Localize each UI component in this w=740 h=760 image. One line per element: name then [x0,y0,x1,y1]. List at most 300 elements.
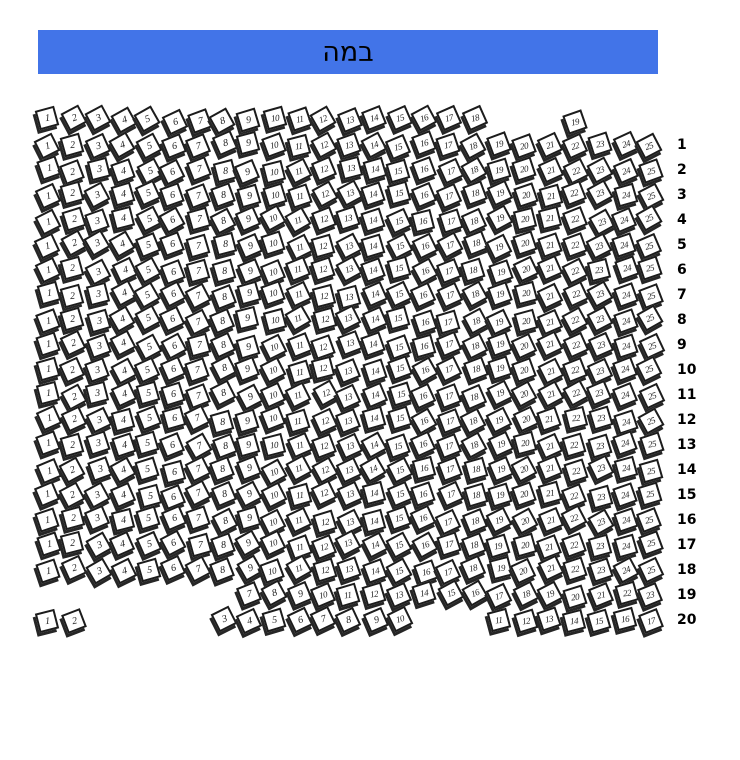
seat[interactable] [359,455,386,482]
seat[interactable] [612,158,638,184]
seat[interactable] [612,356,638,382]
seat[interactable] [260,530,287,557]
seat[interactable] [512,406,539,433]
seat[interactable] [110,357,137,384]
seat[interactable] [614,282,640,308]
seat[interactable] [287,183,312,208]
seat[interactable] [386,334,412,360]
seat[interactable] [486,233,513,260]
seat[interactable] [485,507,512,534]
seat[interactable] [387,356,413,382]
seat[interactable] [311,156,337,182]
seat[interactable] [362,382,388,408]
seat[interactable] [436,105,462,131]
seat[interactable] [260,580,287,607]
seat[interactable] [284,207,311,234]
seat[interactable] [487,379,514,406]
seat[interactable] [436,231,463,258]
seat[interactable] [336,132,362,158]
seat[interactable] [335,305,362,332]
seat[interactable] [486,131,512,157]
seat[interactable] [34,508,59,533]
seat[interactable] [587,455,614,482]
seat[interactable] [361,481,385,505]
seat[interactable] [311,180,338,207]
seat[interactable] [613,308,639,334]
seat[interactable] [84,357,110,383]
seat[interactable] [413,559,439,585]
seat[interactable] [285,304,312,331]
seat[interactable] [435,558,462,585]
seat[interactable] [385,281,412,308]
seat[interactable] [287,483,312,508]
seat[interactable] [635,204,662,231]
seat[interactable] [310,132,337,159]
seat[interactable] [412,456,437,481]
seat[interactable] [260,357,287,384]
seat[interactable] [612,557,639,584]
seat[interactable] [488,431,514,457]
seat[interactable] [561,258,588,285]
seat[interactable] [587,608,612,633]
seat[interactable] [37,531,62,556]
seat[interactable] [461,333,488,360]
seat[interactable] [59,159,85,185]
seat[interactable] [185,383,211,409]
seat[interactable] [386,606,413,633]
seat[interactable] [362,358,387,383]
seat[interactable] [336,179,363,206]
seat[interactable] [514,309,539,334]
seat[interactable] [311,533,337,559]
seat[interactable] [287,332,313,358]
seat[interactable] [335,205,360,230]
seat[interactable] [537,331,564,358]
seat[interactable] [61,506,86,531]
seat[interactable] [311,206,337,232]
seat[interactable] [110,482,136,508]
seat[interactable] [111,407,136,432]
seat[interactable] [236,608,263,635]
seat[interactable] [460,407,487,434]
seat[interactable] [362,582,387,607]
seat[interactable] [111,381,138,408]
seat[interactable] [161,109,188,136]
seat[interactable] [186,432,213,459]
seat[interactable] [34,480,60,506]
seat[interactable] [485,406,512,433]
seat[interactable] [561,532,587,558]
seat[interactable] [613,430,639,456]
seat[interactable] [437,457,463,483]
seat[interactable] [213,232,237,256]
seat[interactable] [614,183,639,208]
seat[interactable] [137,558,162,583]
seat[interactable] [61,608,87,634]
seat[interactable] [236,455,262,481]
seat[interactable] [108,305,135,332]
seat[interactable] [638,530,664,556]
seat[interactable] [385,433,411,459]
seat[interactable] [486,308,513,335]
seat[interactable] [159,182,184,207]
seat[interactable] [537,309,563,335]
seat[interactable] [387,406,412,431]
seat[interactable] [461,258,486,283]
seat[interactable] [159,280,186,307]
seat[interactable] [412,356,439,383]
seat[interactable] [511,333,538,360]
seat[interactable] [186,156,212,182]
seat[interactable] [514,281,538,305]
seat[interactable] [411,156,437,182]
seat[interactable] [338,156,362,180]
seat[interactable] [436,309,461,334]
seat[interactable] [287,581,313,607]
seat[interactable] [639,432,664,457]
seat[interactable] [638,557,665,584]
seat[interactable] [87,456,113,482]
seat[interactable] [36,381,60,405]
seat[interactable] [563,281,590,308]
seat[interactable] [561,483,587,509]
seat[interactable] [187,108,213,134]
seat[interactable] [161,133,187,159]
seat[interactable] [537,232,563,258]
seat[interactable] [134,305,161,332]
seat[interactable] [386,506,412,532]
seat[interactable] [135,333,162,360]
seat[interactable] [437,282,463,308]
seat[interactable] [461,533,487,559]
seat[interactable] [586,380,612,406]
seat[interactable] [84,481,111,508]
seat[interactable] [536,406,562,432]
seat[interactable] [411,104,438,131]
seat[interactable] [588,534,613,559]
seat[interactable] [335,408,361,434]
seat[interactable] [588,405,613,430]
seat[interactable] [159,306,186,333]
seat[interactable] [438,481,464,507]
seat[interactable] [161,505,187,531]
seat[interactable] [486,582,513,609]
seat[interactable] [412,232,439,259]
seat[interactable] [135,531,161,557]
seat[interactable] [35,257,62,284]
seat[interactable] [263,106,288,131]
seat[interactable] [236,233,262,259]
seat[interactable] [436,132,461,157]
seat[interactable] [637,581,663,607]
seat[interactable] [111,256,138,283]
seat[interactable] [613,607,638,632]
seat[interactable] [83,182,110,209]
seat[interactable] [638,383,665,410]
seat[interactable] [211,284,237,310]
seat[interactable] [338,330,364,356]
seat[interactable] [260,382,286,408]
seat[interactable] [211,481,237,507]
seat[interactable] [512,255,539,282]
seat[interactable] [436,258,462,284]
seat[interactable] [510,455,537,482]
seat[interactable] [537,555,564,582]
seat[interactable] [35,609,59,633]
seat[interactable] [35,331,60,356]
seat[interactable] [361,532,388,559]
seat[interactable] [513,431,538,456]
seat[interactable] [237,281,262,306]
seat[interactable] [60,132,85,157]
seat[interactable] [111,158,137,184]
seat[interactable] [436,531,461,556]
seat[interactable] [335,607,362,634]
seat[interactable] [285,555,312,582]
seat[interactable] [136,206,163,233]
seat[interactable] [87,157,111,181]
seat[interactable] [537,432,563,458]
seat[interactable] [60,531,84,555]
seat[interactable] [109,456,136,483]
seat[interactable] [435,508,462,535]
seat[interactable] [159,431,185,457]
seat[interactable] [460,133,487,160]
seat[interactable] [587,179,614,206]
seat[interactable] [361,431,388,458]
seat[interactable] [312,509,337,534]
seat[interactable] [211,606,238,633]
seat[interactable] [460,384,486,410]
seat[interactable] [487,204,514,231]
seat[interactable] [285,382,312,409]
seat[interactable] [236,506,261,531]
seat[interactable] [135,132,162,159]
seat[interactable] [613,534,638,559]
seat[interactable] [461,431,488,458]
seat[interactable] [235,529,262,556]
seat[interactable] [386,159,411,184]
seat[interactable] [511,133,537,159]
seat[interactable] [488,456,514,482]
seat[interactable] [335,456,362,483]
seat[interactable] [387,232,414,259]
seat[interactable] [387,481,413,507]
seat[interactable] [187,206,212,231]
seat[interactable] [287,607,314,634]
seat[interactable] [637,256,662,281]
seat[interactable] [58,456,85,483]
seat[interactable] [287,432,313,458]
seat[interactable] [311,433,337,459]
seat[interactable] [260,405,286,431]
seat[interactable] [312,283,336,307]
seat[interactable] [513,182,538,207]
seat[interactable] [236,581,262,607]
seat[interactable] [589,484,614,509]
seat[interactable] [410,408,437,435]
seat[interactable] [538,380,565,407]
seat[interactable] [261,159,285,183]
seat[interactable] [86,334,112,360]
seat[interactable] [260,481,287,508]
seat[interactable] [210,532,236,558]
seat[interactable] [636,233,662,259]
seat[interactable] [436,433,462,459]
seat[interactable] [334,530,361,557]
seat[interactable] [614,581,639,606]
seat[interactable] [537,132,564,159]
seat[interactable] [61,383,88,410]
seat[interactable] [537,282,564,309]
seat[interactable] [35,356,60,381]
seat[interactable] [562,233,588,259]
seat[interactable] [436,331,462,357]
seat[interactable] [111,558,138,585]
seat[interactable] [564,406,588,430]
seat[interactable] [159,231,185,257]
seat[interactable] [410,430,436,456]
seat[interactable] [461,208,487,234]
seat[interactable] [136,405,162,431]
seat[interactable] [236,108,261,133]
seat[interactable] [236,383,263,410]
seat[interactable] [84,505,110,531]
seat[interactable] [362,406,387,431]
seat[interactable] [310,234,335,259]
seat[interactable] [361,105,387,131]
seat[interactable] [512,231,537,256]
seat[interactable] [59,357,85,383]
seat[interactable] [60,307,85,332]
seat[interactable] [36,281,61,306]
seat[interactable] [263,307,287,331]
seat[interactable] [412,309,437,334]
seat[interactable] [586,306,613,333]
seat[interactable] [636,507,662,533]
seat[interactable] [337,556,362,581]
seat[interactable] [85,532,112,559]
seat[interactable] [538,357,565,384]
seat[interactable] [210,207,237,234]
seat[interactable] [410,182,436,208]
seat[interactable] [60,230,87,257]
seat[interactable] [111,205,135,229]
seat[interactable] [212,433,238,459]
seat[interactable] [388,381,413,406]
seat[interactable] [160,484,186,510]
seat[interactable] [60,284,85,309]
seat[interactable] [638,608,664,634]
seat[interactable] [588,208,615,235]
seat[interactable] [361,281,387,307]
seat[interactable] [611,207,637,233]
seat[interactable] [111,432,136,457]
seat[interactable] [386,557,413,584]
seat[interactable] [336,582,361,607]
seat[interactable] [562,584,587,609]
seat[interactable] [286,507,313,534]
seat[interactable] [61,406,88,433]
seat[interactable] [538,480,563,505]
seat[interactable] [85,133,111,159]
seat[interactable] [614,255,640,281]
seat[interactable] [336,232,363,259]
seat[interactable] [614,455,639,480]
seat[interactable] [463,457,488,482]
seat[interactable] [134,456,159,481]
seat[interactable] [161,332,188,359]
seat[interactable] [410,282,436,308]
seat[interactable] [184,556,211,583]
seat[interactable] [85,282,109,306]
seat[interactable] [437,580,464,607]
seat[interactable] [588,582,614,608]
seat[interactable] [159,207,186,234]
seat[interactable] [487,607,511,631]
seat[interactable] [537,455,563,481]
seat[interactable] [537,580,564,607]
seat[interactable] [235,334,260,359]
seat[interactable] [488,331,514,357]
seat[interactable] [337,433,364,460]
seat[interactable] [638,407,665,434]
seat[interactable] [59,481,86,508]
seat[interactable] [436,383,462,409]
seat[interactable] [259,204,286,231]
seat[interactable] [286,157,313,184]
seat[interactable] [562,608,586,632]
seat[interactable] [313,307,338,332]
seat[interactable] [110,181,135,206]
seat[interactable] [262,608,287,633]
seat[interactable] [209,108,236,135]
seat[interactable] [511,357,537,383]
seat[interactable] [487,483,512,508]
seat[interactable] [437,158,463,184]
seat[interactable] [463,356,489,382]
seat[interactable] [412,257,439,284]
seat[interactable] [159,158,186,185]
seat[interactable] [588,131,613,156]
seat[interactable] [211,354,238,381]
seat[interactable] [488,282,514,308]
seat[interactable] [362,509,387,534]
seat[interactable] [636,356,663,383]
seat[interactable] [460,156,487,183]
seat[interactable] [564,459,589,484]
seat[interactable] [36,457,62,483]
seat[interactable] [362,306,388,332]
seat[interactable] [209,308,235,334]
seat[interactable] [310,479,337,506]
seat[interactable] [562,206,588,232]
seat[interactable] [160,530,187,557]
seat[interactable] [588,433,613,458]
seat[interactable] [237,184,262,209]
seat[interactable] [462,105,488,131]
seat[interactable] [462,307,489,334]
seat[interactable] [84,229,111,256]
seat[interactable] [360,132,387,159]
seat[interactable] [34,133,61,160]
seat[interactable] [185,505,210,530]
seat[interactable] [563,332,589,358]
seat[interactable] [488,259,513,284]
seat[interactable] [260,458,287,485]
seat[interactable] [185,133,211,159]
seat[interactable] [59,180,84,205]
